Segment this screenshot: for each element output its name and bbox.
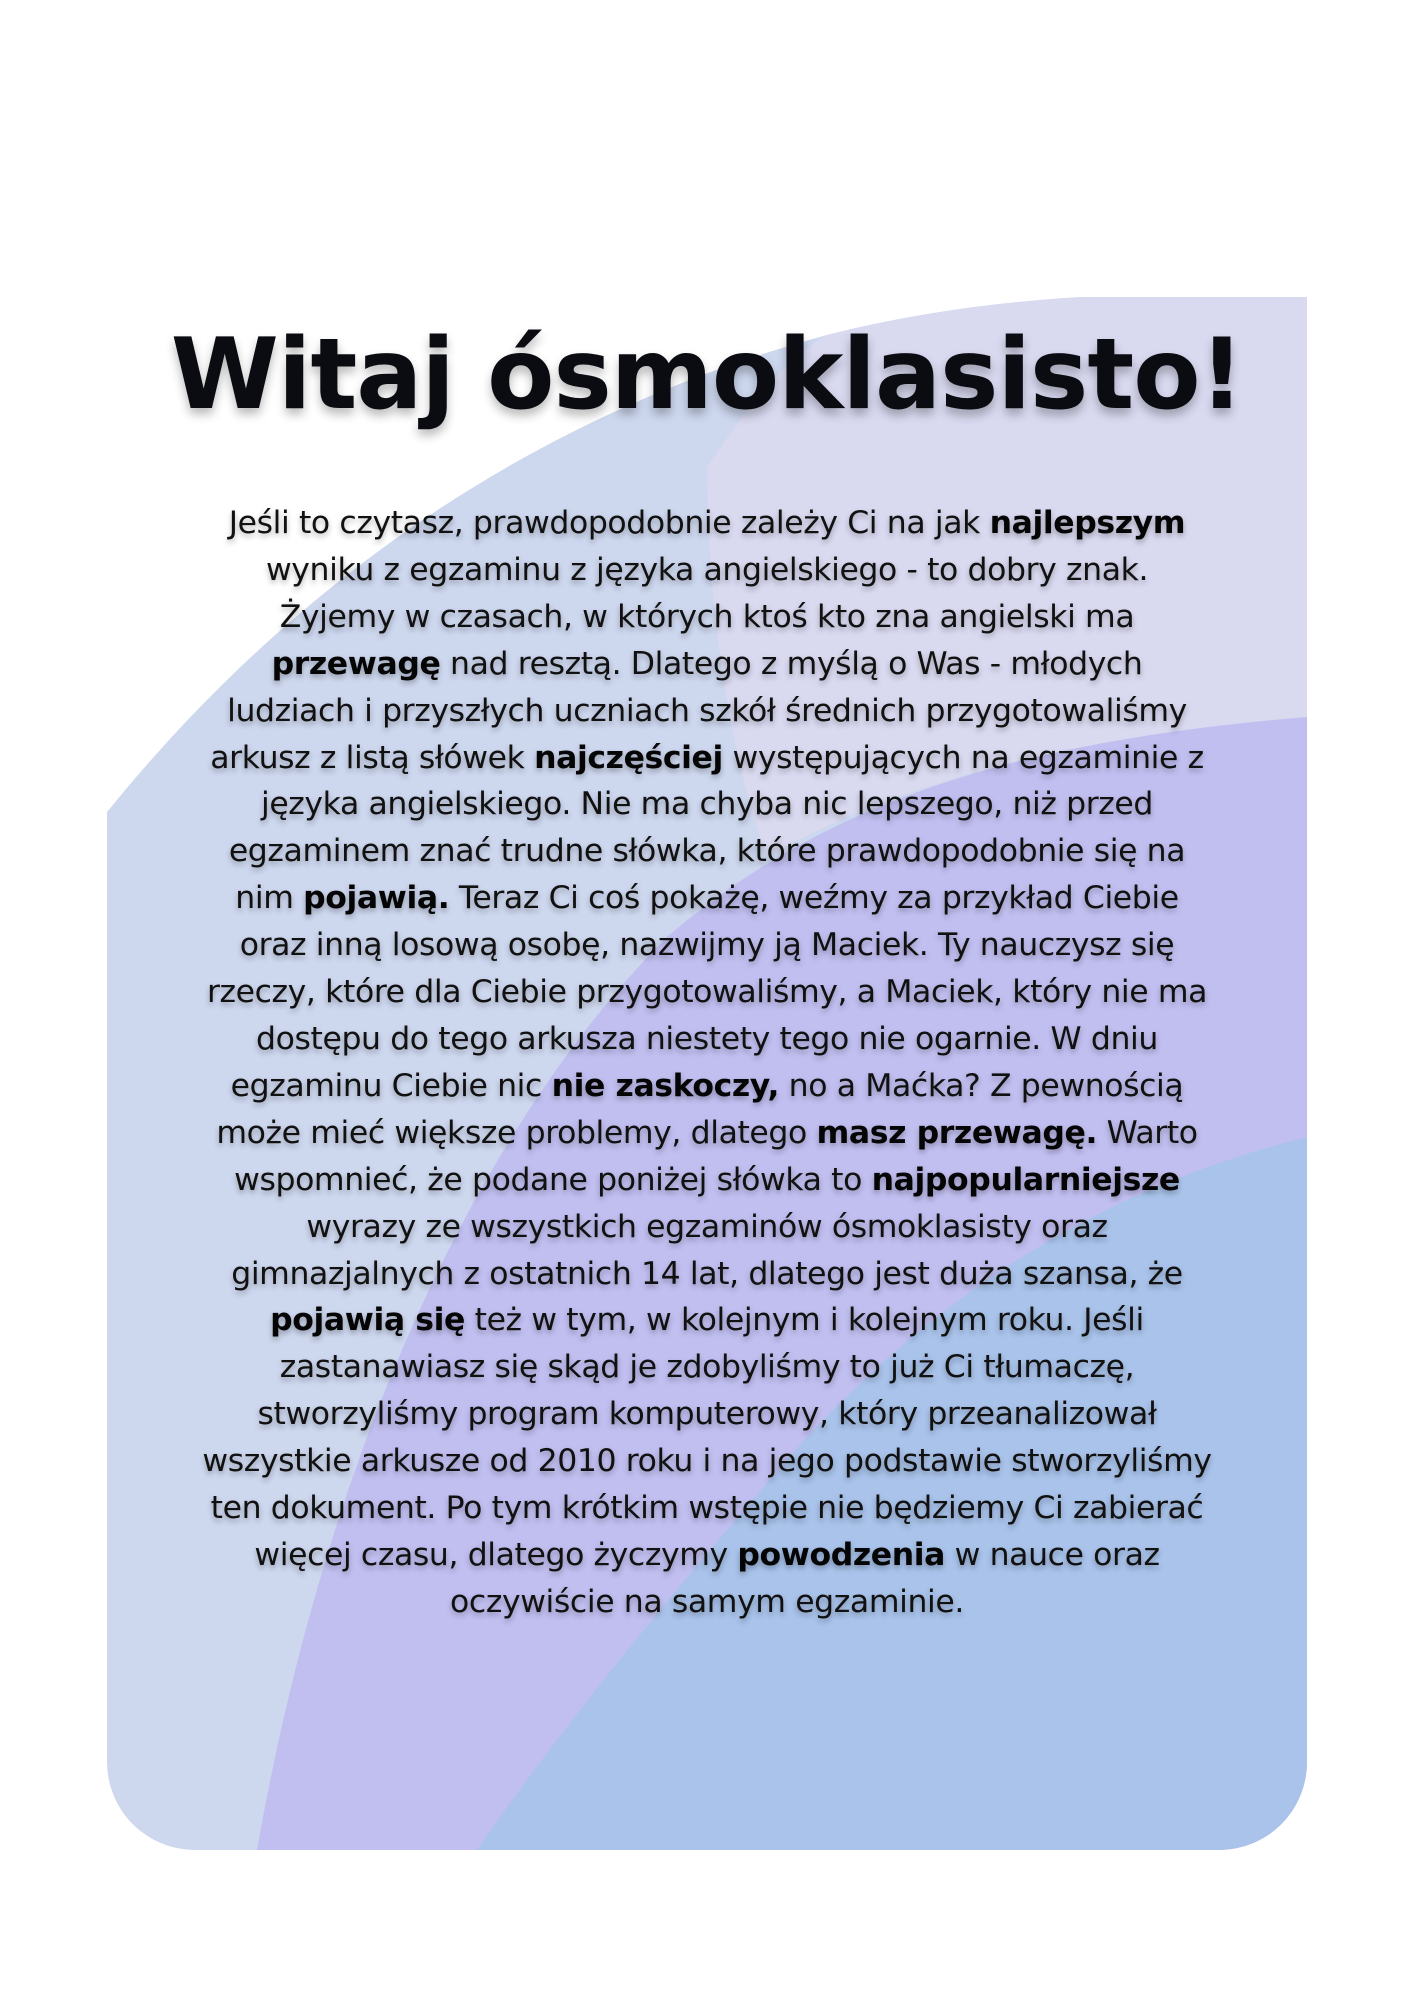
text-run: wszystkie arkusze od 2010 roku i na jego podstawie stworzyliśmy	[202, 1443, 1212, 1480]
text-run: Warto	[1097, 1114, 1198, 1151]
text-run: nad resztą. Dlatego z myślą o Was - młodych	[440, 645, 1143, 682]
text-run: ludziach i przyszłych uczniach szkół średnich przygotowaliśmy	[227, 692, 1187, 729]
text-run: gimnazjalnych z ostatnich 14 lat, dlatego jest duża szansa, że	[231, 1255, 1183, 1292]
text-run: wspomnieć, że podane poniżej słówka to	[234, 1161, 872, 1198]
intro-paragraph	[140, 500, 1274, 1626]
text-run: może mieć większe problemy, dlatego	[216, 1114, 817, 1151]
emphasized-text: pojawią.	[303, 880, 450, 917]
text-run: stworzyliśmy program komputerowy, który przeanalizował	[257, 1396, 1157, 1433]
text-run: egzaminem znać trudne słówka, które prawdopodobnie się na	[228, 833, 1186, 870]
text-run: w nauce oraz	[945, 1536, 1160, 1573]
text-run: oczywiście na samym egzaminie.	[450, 1583, 964, 1620]
text-run: dostępu do tego arkusza niestety tego nie ogarnie. W dniu	[256, 1020, 1158, 1057]
paragraph-line	[140, 1251, 1274, 1298]
paragraph-line	[140, 1016, 1274, 1063]
paragraph-line	[140, 1532, 1274, 1579]
paragraph-line	[140, 547, 1274, 594]
emphasized-text: najpopularniejsze	[871, 1161, 1180, 1198]
text-run: Teraz Ci coś pokażę, weźmy za przykład Ciebie	[449, 880, 1179, 917]
text-run: egzaminu Ciebie nic	[230, 1067, 552, 1104]
emphasized-text: najlepszym	[989, 505, 1186, 541]
text-run: arkusz z listą słówek	[210, 739, 535, 776]
paragraph-line	[140, 969, 1274, 1016]
paragraph-line	[140, 1297, 1274, 1344]
text-run: wyniku z egzaminu z języka angielskiego - to dobry znak.	[265, 551, 1149, 588]
paragraph-line	[140, 1063, 1274, 1110]
text-run: też w tym, w kolejnym i kolejnym roku. Jeśli	[465, 1302, 1144, 1339]
text-run: ten dokument. Po tym krótkim wstępie nie będziemy Ci zabierać	[210, 1490, 1204, 1527]
paragraph-line	[140, 500, 1274, 547]
emphasized-text: powodzenia	[737, 1536, 946, 1573]
text-run: więcej czasu, dlatego życzymy	[254, 1536, 738, 1573]
text-run: języka angielskiego. Nie ma chyba nic lepszego, niż przed	[260, 786, 1154, 823]
paragraph-line	[140, 1157, 1274, 1204]
paragraph-line	[140, 1485, 1274, 1532]
text-run: zastanawiasz się skąd je zdobyliśmy to już Ci tłumaczę,	[279, 1349, 1135, 1386]
text-run: rzeczy, które dla Ciebie przygotowaliśmy, a Maciek, który nie ma	[206, 974, 1208, 1011]
paragraph-line	[140, 875, 1274, 922]
paragraph-line	[140, 1344, 1274, 1391]
paragraph-line	[140, 641, 1274, 688]
emphasized-text: najczęściej	[534, 739, 723, 776]
text-run: wyrazy ze wszystkich egzaminów ósmoklasisty oraz	[306, 1208, 1108, 1245]
emphasized-text: nie zaskoczy,	[551, 1067, 780, 1104]
paragraph-line	[140, 594, 1274, 641]
paragraph-line	[140, 828, 1274, 875]
paragraph-line	[140, 1391, 1274, 1438]
paragraph-line	[140, 688, 1274, 735]
text-run: no a Maćka? Z pewnością	[779, 1067, 1184, 1104]
paragraph-line	[140, 1579, 1274, 1626]
text-run: oraz inną losową osobę, nazwijmy ją Maciek. Ty nauczysz się	[239, 927, 1175, 964]
paragraph-line	[140, 781, 1274, 828]
paragraph-line	[140, 735, 1274, 782]
paragraph-line	[140, 1204, 1274, 1251]
emphasized-text: masz przewagę.	[816, 1114, 1098, 1151]
emphasized-text: przewagę	[271, 645, 441, 682]
paragraph-line	[140, 922, 1274, 969]
text-run: nim	[235, 880, 304, 917]
emphasized-text: pojawią się	[270, 1302, 465, 1339]
page-title: Witaj ósmoklasisto!	[170, 318, 1244, 432]
paragraph-line	[140, 1110, 1274, 1157]
text-run: Żyjemy w czasach, w których ktoś kto zna angielski ma	[279, 598, 1135, 635]
paragraph-line	[140, 1438, 1274, 1485]
text-run: występujących na egzaminie z	[722, 739, 1204, 776]
text-run: Jeśli to czytasz, prawdopodobnie zależy Ci na jak	[228, 505, 990, 541]
